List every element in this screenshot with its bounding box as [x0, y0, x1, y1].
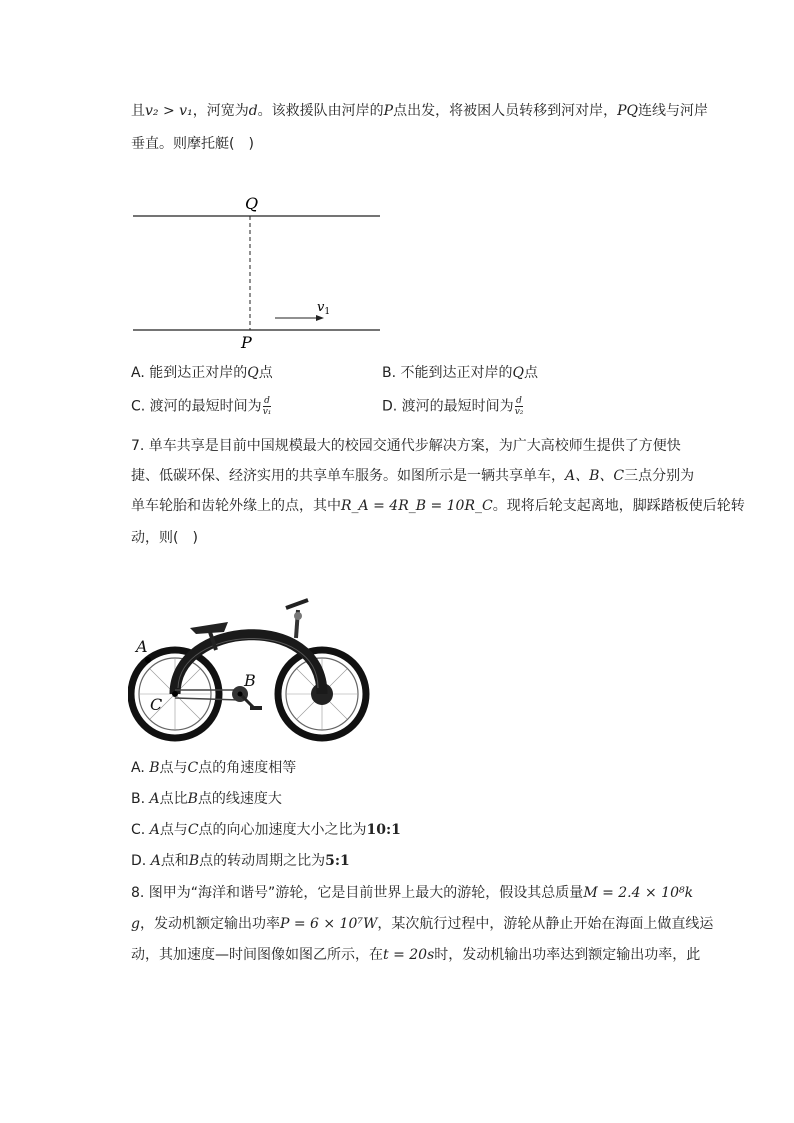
text: C. 渡河的最短时间为	[131, 398, 262, 415]
q6-option-d	[382, 396, 523, 417]
text: 且	[131, 103, 145, 119]
text: 点与	[159, 760, 188, 776]
text: 点	[524, 365, 538, 381]
text: 动，其加速度—时间图像如图乙所示，在	[131, 947, 383, 963]
text: 捷、低碳环保、经济实用的共享单车服务。如图所示是一辆共享单车，	[131, 468, 565, 484]
label-v1: v	[317, 300, 325, 315]
point-C	[172, 691, 178, 697]
point-B	[238, 692, 243, 697]
label-C: C	[150, 695, 163, 714]
v1-arrowhead	[316, 315, 324, 321]
var: A	[150, 853, 161, 869]
text: 点	[258, 365, 273, 381]
numerator: d	[516, 396, 522, 406]
label-B: B	[244, 671, 256, 690]
var: B	[149, 760, 160, 776]
text: 点的转动周期之比为	[199, 853, 326, 869]
var: A	[149, 791, 160, 807]
q7-bicycle-figure	[128, 590, 373, 745]
text: 时，发动机输出功率达到额定输出功率，此	[434, 947, 701, 963]
seat	[190, 622, 228, 634]
denominator: v₁	[262, 407, 272, 417]
text: 连线与河岸	[638, 103, 708, 119]
handlebar	[286, 600, 308, 608]
q6-river-figure	[125, 190, 390, 350]
q6-option-a	[131, 363, 273, 383]
text: 。现将后轮支起离地，脚踩踏板使后轮转	[492, 498, 745, 514]
label-Q: Q	[245, 194, 259, 213]
text: ，河宽为	[192, 103, 249, 119]
var-P: P	[383, 103, 394, 119]
text: 单车轮胎和齿轮外缘上的点，其中	[131, 498, 341, 514]
equation: R_A = 4R_B = 10R_C	[341, 498, 493, 514]
text: 点与	[159, 822, 188, 838]
var: Q	[247, 365, 259, 381]
q6-option-c	[131, 396, 271, 417]
text: 8. 图甲为“海洋和谐号”游轮，它是目前世界上最大的游轮，假设其总质量	[131, 885, 584, 901]
equation: P = 6 × 10⁷W	[279, 916, 378, 932]
text: 点的向心加速度大小之比为	[198, 822, 367, 838]
svg-text:v1	[317, 300, 330, 317]
var-v1: v₁	[179, 103, 193, 119]
text: 。该救援队由河岸的	[257, 103, 384, 119]
denominator: v₂	[514, 407, 524, 417]
q6-option-b	[382, 363, 538, 383]
text: C.	[131, 822, 150, 838]
var-d: d	[248, 103, 258, 119]
text: B.	[131, 791, 150, 807]
text: 点比	[159, 791, 188, 807]
text: ，某次航行过程中，游轮从静止开始在海面上做直线运	[377, 916, 714, 932]
var: B	[187, 791, 198, 807]
point-A	[145, 657, 151, 663]
text: 点的角速度相等	[198, 760, 297, 776]
q8-line1	[131, 883, 693, 903]
q7-option-d	[131, 851, 350, 871]
equation: M = 2.4 × 10⁸k	[583, 885, 694, 901]
q7-line1: 7. 单车共享是目前中国规模最大的校园交通代步解决方案，为广大高校师生提供了方便快	[131, 438, 681, 454]
text: A.	[131, 760, 150, 776]
var: B	[188, 853, 200, 869]
text: 点出发，将被困人员转移到河对岸，	[393, 103, 618, 119]
label-P: P	[241, 333, 252, 350]
q8-line2	[131, 914, 713, 934]
var-PQ: PQ	[617, 103, 638, 119]
q7-line3	[131, 496, 745, 516]
text: A. 能到达正对岸的	[131, 365, 248, 381]
label-v1-sub: 1	[324, 307, 331, 317]
var: A	[149, 822, 160, 838]
text: ，发动机额定输出功率	[139, 916, 280, 932]
pedal	[250, 706, 262, 710]
equation: t = 20s	[383, 947, 435, 963]
var: C	[187, 760, 199, 776]
fraction	[263, 396, 272, 417]
vars: A、B、C	[565, 468, 625, 484]
gt-sign: >	[158, 103, 180, 119]
var: Q	[512, 365, 524, 381]
text: D. 渡河的最短时间为	[382, 398, 514, 415]
q7-option-a	[131, 758, 296, 778]
q6-intro-line2: 垂直。则摩托艇( )	[131, 136, 254, 152]
text: 点的线速度大	[197, 791, 282, 807]
text: D.	[131, 853, 151, 869]
text: 三点分别为	[624, 468, 695, 484]
q6-intro-line1	[131, 101, 708, 121]
q7-option-b	[131, 789, 282, 809]
q7-option-c	[131, 820, 401, 840]
ratio: 5:1	[325, 853, 350, 869]
var-v2: v₂	[145, 103, 159, 119]
chain-bottom	[175, 698, 240, 700]
var: C	[187, 822, 199, 838]
fraction	[515, 396, 524, 417]
label-A: A	[136, 637, 148, 656]
unit-fragment: g	[131, 916, 140, 932]
q7-line4: 动，则( )	[131, 530, 198, 546]
text: 点和	[160, 853, 189, 869]
q8-line3	[131, 945, 700, 965]
ratio: 10:1	[366, 822, 401, 838]
q7-line2	[131, 466, 694, 486]
text: B. 不能到达正对岸的	[382, 365, 513, 381]
bell	[294, 612, 302, 620]
numerator: d	[264, 396, 270, 406]
